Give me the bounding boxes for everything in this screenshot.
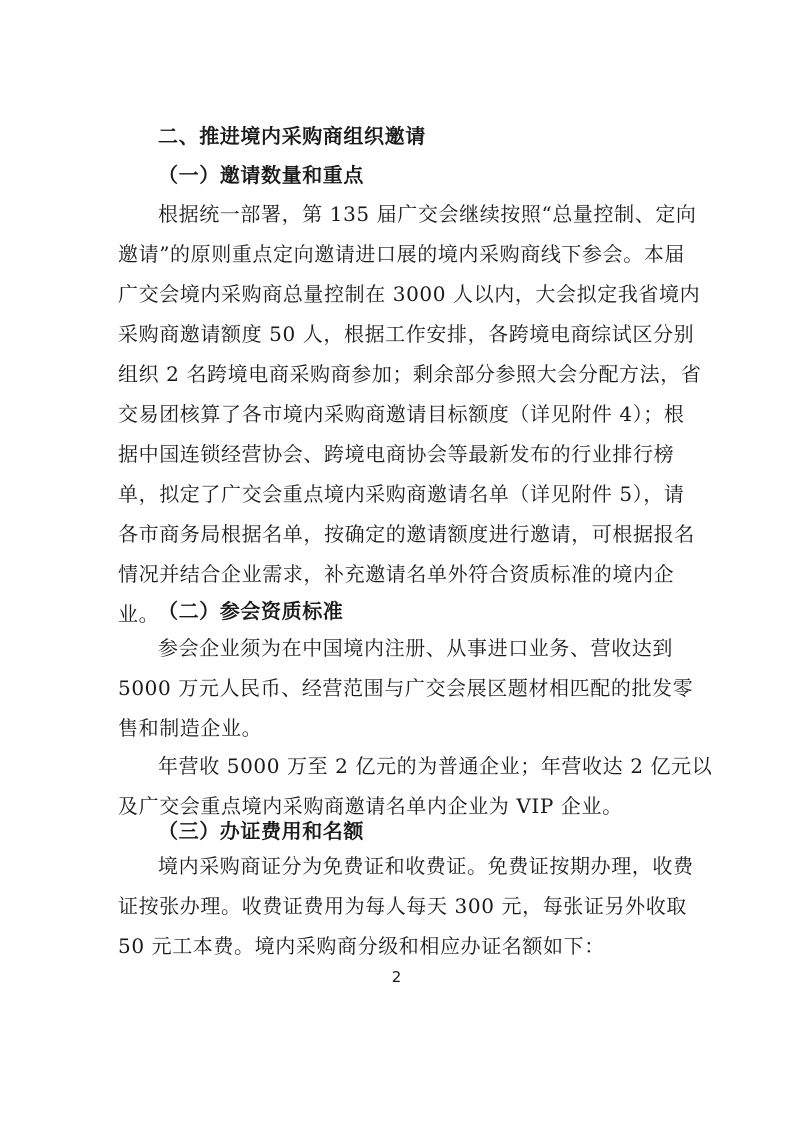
paragraph-line: 据中国连锁经营协会、跨境电商协会等最新发布的行业排行榜 [118,442,675,466]
section-heading: 二、推进境内采购商组织邀请 [158,124,426,148]
paragraph-line: 各市商务局根据名单，按确定的邀请额度进行邀请，可根据报名 [118,522,695,546]
paragraph-line: 证按张办理。收费证费用为每人每天 300 元，每张证另外收取 [118,894,687,918]
paragraph-line: 50 元工本费。境内采购商分级和相应办证名额如下： [118,934,605,958]
paragraph-fees [118,846,698,966]
paragraph-line: 交易团核算了各市境内采购商邀请目标额度（详见附件 4）；根 [118,402,685,426]
subsection-heading-invitation-quantity: （一）邀请数量和重点 [158,163,364,187]
paragraph-line: 广交会境内采购商总量控制在 3000 人以内，大会拟定我省境内 [118,282,701,306]
paragraph-line: 单，拟定了广交会重点境内采购商邀请名单（详见附件 5），请 [118,482,685,506]
paragraph-line: 5000 万元人民币、经营范围与广交会展区题材相匹配的批发零 [118,676,694,700]
paragraph-line: 采购商邀请额度 50 人，根据工作安排，各跨境电商综试区分别 [118,322,695,346]
paragraph-line: 根据统一部署，第 135 届广交会继续按照“总量控制、定向 [158,202,697,226]
paragraph-line: 组织 2 名跨境电商采购商参加；剩余部分参照大会分配方法，省 [118,362,702,386]
paragraph-qualification-1 [118,628,698,748]
paragraph-line: 售和制造企业。 [118,716,263,740]
subsection-heading-fees: （三）办证费用和名额 [158,819,364,843]
paragraph-line: 年营收 5000 万至 2 亿元的为普通企业；年营收达 2 亿元以 [158,754,713,778]
page-number: 2 [391,968,402,986]
paragraph-line: 业。 [118,602,160,626]
paragraph-invitation-quantity [118,194,702,634]
paragraph-line: 邀请”的原则重点定向邀请进口展的境内采购商线下参会。本届 [118,242,686,266]
paragraph-line: 参会企业须为在中国境内注册、从事进口业务、营收达到 [158,636,673,660]
paragraph-line: 情况并结合企业需求，补充邀请名单外符合资质标准的境内企 [118,562,675,586]
paragraph-line: 及广交会重点境内采购商邀请名单内企业为 VIP 企业。 [118,794,623,818]
paragraph-line: 境内采购商证分为免费证和收费证。免费证按期办理，收费 [158,854,694,878]
subsection-heading-qualification: （二）参会资质标准 [158,599,344,623]
